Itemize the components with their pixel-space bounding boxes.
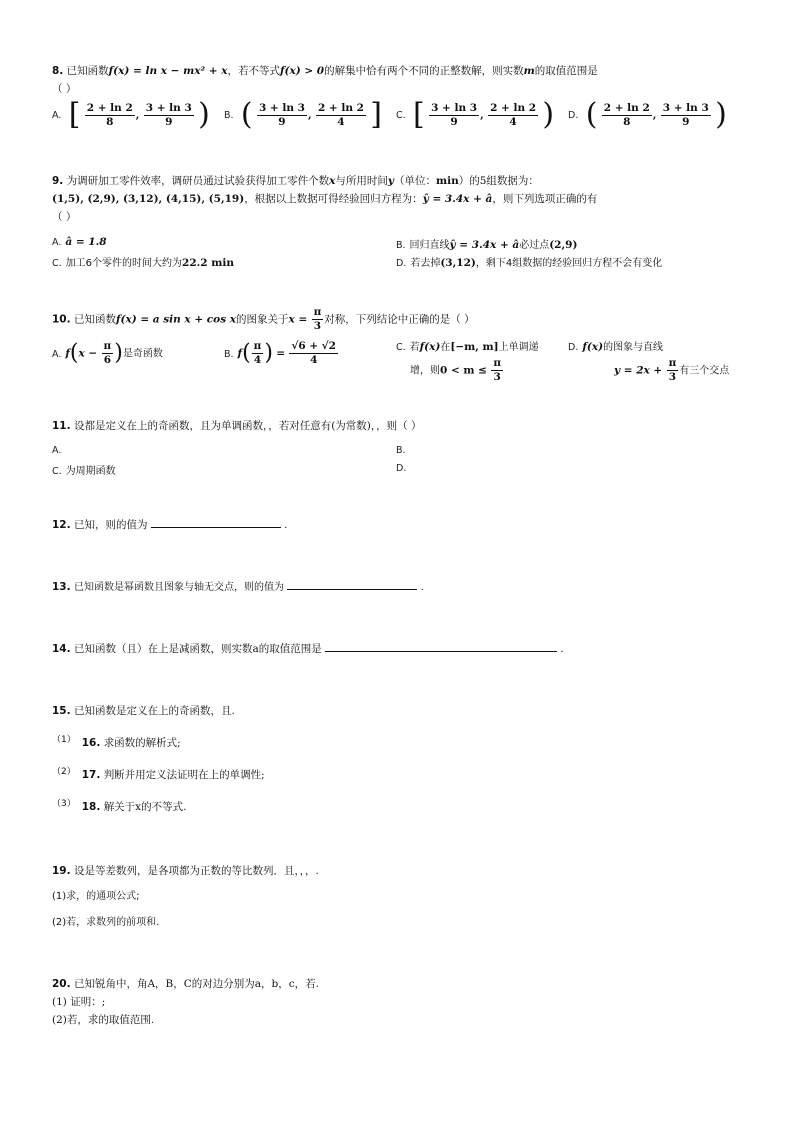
question-8 <box>52 62 754 98</box>
denominator: 8 <box>106 115 114 128</box>
subquestion-text: 解关于x的不等式. <box>103 801 187 813</box>
data-points: (1,5), (2,9), (3,12), (4,15), (5,19) <box>52 193 245 205</box>
option-text: 必过点 <box>519 240 550 251</box>
option-d: D. ( $\frac{2 + \ln 2}{8}$ , $\frac{3 + \ln 3}{9}$ ) <box>568 97 727 132</box>
question-text: 已知函数（且）在上是减函数，则实数a的取值范围是 <box>73 643 322 655</box>
question-text: （单位： <box>394 175 437 187</box>
option-text: 若 <box>409 342 420 353</box>
option-b <box>396 444 410 456</box>
bracket: [ <box>68 97 81 132</box>
question-text: 已知函数是定义在上的奇函数，且. <box>73 705 235 717</box>
math-variable: x <box>329 175 336 187</box>
math-point: (3,12) <box>440 257 476 269</box>
bracket: ( <box>240 97 253 132</box>
question-text: 为调研加工零件效率，调研员通过试验获得加工零件个数 <box>66 175 330 187</box>
question-text: 的图象关于 <box>236 313 289 326</box>
answer-paren: （ ） <box>52 211 77 223</box>
option-c <box>52 462 116 477</box>
bracket: ) <box>542 97 555 132</box>
math-equals: = <box>276 347 286 360</box>
subquestion-tag: （3） <box>52 799 76 809</box>
denominator: 3 <box>493 371 501 383</box>
math-variable: y <box>387 175 395 187</box>
numerator: 2 + ln 2 <box>490 101 537 114</box>
subquestion-number: 17. <box>81 769 101 781</box>
question-text: 与所用时间 <box>335 175 388 187</box>
denominator: 3 <box>313 320 322 332</box>
option-text: 的图象与直线 <box>603 342 664 353</box>
option-label: C. <box>52 466 62 477</box>
question-number: 20. <box>52 978 71 990</box>
option-label: A. <box>52 445 62 456</box>
question-text: 对称，下列结论中正确的是（ ） <box>324 313 475 326</box>
question-end: . <box>560 643 564 655</box>
option-c <box>396 338 539 384</box>
question-text: ，则下列选项正确的有 <box>492 193 598 205</box>
math-expression: f(x) <box>419 341 441 353</box>
math-inequality: 0 < m ≤ <box>440 364 487 377</box>
denominator: 3 <box>668 371 677 383</box>
numerator: 2 + ln 2 <box>603 101 650 114</box>
question-text: 已知函数 <box>73 313 116 326</box>
numerator: √6 + √2 <box>291 340 336 352</box>
math-interval: [−m, m] <box>450 341 499 353</box>
question-19 <box>52 862 754 932</box>
denominator: 6 <box>103 354 112 366</box>
subquestion-number: 16. <box>81 737 101 749</box>
option-text: 上单调递 <box>498 342 539 353</box>
part-2: (2)若，求的取值范围. <box>52 1014 155 1026</box>
denominator: 9 <box>450 115 458 128</box>
question-text: 设是等差数列，是各项都为正数的等比数列．且，，，. <box>73 865 319 877</box>
answer-blank[interactable] <box>287 579 417 590</box>
subquestion-2 <box>52 766 265 785</box>
option-text: 若去掉 <box>410 258 441 269</box>
numerator: π <box>493 357 502 369</box>
bracket: ] <box>370 97 383 132</box>
math-variable: m <box>523 65 535 77</box>
option-label: D. <box>396 258 407 269</box>
question-11 <box>52 417 754 435</box>
question-20 <box>52 975 754 1029</box>
bracket: ( <box>585 97 598 132</box>
question-text: 已知锐角中，角A，B，C的对边分别为a，b，c，若. <box>73 978 319 990</box>
denominator: 8 <box>623 115 631 128</box>
question-number: 8. <box>52 65 64 77</box>
math-expression: f(x) <box>582 341 604 353</box>
option-label: A. <box>52 237 62 248</box>
subquestion-text: 判断并用定义法证明在上的单调性; <box>103 769 265 781</box>
math-expression: f(x) = a sin x + cos x <box>115 313 237 326</box>
math-expression: ŷ = 3.4x + â <box>449 239 520 251</box>
part-1: (1)求，的通项公式; <box>52 891 140 902</box>
option-label: C. <box>396 342 406 353</box>
numerator: 2 + ln 2 <box>317 101 364 114</box>
option-b <box>396 236 577 251</box>
denominator: 9 <box>682 115 690 128</box>
math-function: f <box>65 347 70 360</box>
option-label: B. <box>224 110 234 121</box>
option-text: ，剩下4组数据的经验回归方程不会有变化 <box>475 258 663 269</box>
option-text: 为周期函数 <box>65 466 116 477</box>
numerator: π <box>253 340 262 352</box>
question-14 <box>52 640 754 658</box>
denominator: 4 <box>337 115 345 128</box>
question-text: ）的5组数据为： <box>458 175 539 187</box>
subquestion-tag: （1） <box>52 735 76 745</box>
question-number: 11. <box>52 420 71 432</box>
option-b: B. f( $\frac{\pi}{4}$ ) = $\frac{√6 + √2}{4}$ <box>224 340 336 366</box>
denominator: 4 <box>509 115 517 128</box>
subquestion-tag: （2） <box>52 767 76 777</box>
math-expression: f(x) = ln x − mx² + x <box>108 65 228 77</box>
option-a <box>52 444 65 456</box>
numerator: 3 + ln 3 <box>431 101 478 114</box>
question-number: 12. <box>52 519 71 531</box>
question-end: . <box>284 519 288 531</box>
math-expression: x − <box>78 347 98 360</box>
part-2: (2)若，求数列的前项和. <box>52 917 160 928</box>
option-label: B. <box>224 348 234 360</box>
option-label: B. <box>396 240 406 251</box>
question-number: 9. <box>52 175 64 187</box>
option-b: B. ( $\frac{3 + \ln 3}{9}$ , $\frac{2 + \ln 2}{4}$ ] <box>224 97 383 132</box>
option-text: 增，则 <box>410 365 440 377</box>
part-1: (1) 证明：; <box>52 996 106 1008</box>
math-function: f <box>237 347 243 360</box>
question-text: 的取值范围是 <box>534 65 598 77</box>
math-point: (2,9) <box>549 239 578 251</box>
numerator: 3 + ln 3 <box>145 101 192 114</box>
bracket: ) <box>715 97 727 132</box>
numerator: π <box>103 340 112 352</box>
numerator: 2 + ln 2 <box>86 101 133 114</box>
question-text: ，若不等式 <box>227 65 280 77</box>
question-text: 已知函数是幂函数且图象与轴无交点，则的值为 <box>73 582 284 593</box>
math-expression: â = 1.8 <box>65 236 107 248</box>
question-15 <box>52 702 754 720</box>
question-9 <box>52 172 754 226</box>
question-end: . <box>420 581 424 593</box>
option-text: 有三个交点 <box>679 365 730 377</box>
answer-paren: （ ） <box>52 83 77 95</box>
option-text: 在 <box>440 342 451 353</box>
question-13 <box>52 578 754 597</box>
option-label: A. <box>52 110 62 121</box>
option-a: A. f(x − $\frac{\pi}{6}$ )是奇函数 <box>52 340 163 366</box>
question-number: 13. <box>52 581 71 593</box>
option-label: C. <box>52 258 62 269</box>
unit: min <box>436 175 459 187</box>
option-c <box>52 254 234 269</box>
option-a: A. [ $\frac{2 + \ln 2}{8}$ , $\frac{3 + \ln 3}{9}$ ) <box>52 97 210 132</box>
option-label: B. <box>396 445 406 456</box>
option-label: D. <box>396 463 407 474</box>
denominator: 4 <box>310 354 318 366</box>
answer-blank[interactable] <box>151 517 281 528</box>
option-label: A. <box>52 348 62 360</box>
option-text: 加工6个零件的时间大约为 <box>65 258 183 269</box>
question-number: 19. <box>52 865 71 877</box>
option-d <box>396 254 662 269</box>
subquestion-1 <box>52 734 181 753</box>
bracket: [ <box>413 97 425 132</box>
regression-equation: ŷ = 3.4x + â <box>422 193 493 205</box>
option-c: C. [ $\frac{3 + \ln 3}{9}$ , $\frac{2 + \ln 2}{4}$ ) <box>396 97 555 132</box>
option-label: D. <box>568 110 579 121</box>
question-number: 14. <box>52 643 71 655</box>
denominator: 4 <box>253 354 262 366</box>
question-text: 已知，则的值为 <box>73 519 148 531</box>
option-text: 回归直线 <box>409 240 450 251</box>
answer-blank[interactable] <box>325 641 557 652</box>
math-expression: f(x) > 0 <box>279 65 325 77</box>
option-text: 是奇函数 <box>122 348 163 360</box>
bracket: ) <box>198 97 210 132</box>
numerator: 3 + ln 3 <box>662 101 709 114</box>
question-text: 设都是定义在上的奇函数，且为单调函数，，若对任意有(为常数)，，则（ ） <box>73 420 422 432</box>
option-a <box>52 236 107 248</box>
math-expression: y = 2x + <box>614 364 663 377</box>
option-label: C. <box>396 110 406 121</box>
question-12 <box>52 516 754 534</box>
numerator: π <box>313 306 322 318</box>
math-expression: 22.2 min <box>182 257 234 269</box>
option-d <box>568 338 729 384</box>
question-text: ，根据以上数据可得经验回归方程为： <box>244 193 423 205</box>
question-number: 15. <box>52 705 71 717</box>
math-expression: x = <box>288 313 308 326</box>
option-label: D. <box>568 342 579 353</box>
option-d <box>396 462 410 474</box>
question-text: 已知函数 <box>66 65 109 77</box>
numerator: 3 + ln 3 <box>258 101 305 114</box>
subquestion-number: 18. <box>81 801 101 813</box>
subquestion-3 <box>52 798 186 817</box>
question-10 <box>52 306 754 333</box>
numerator: π <box>668 357 677 369</box>
question-text: 的解集中恰有两个不同的正整数解，则实数 <box>324 65 524 77</box>
denominator: 9 <box>165 115 173 128</box>
question-number: 10. <box>52 313 71 326</box>
subquestion-text: 求函数的解析式; <box>103 737 181 749</box>
denominator: 9 <box>278 115 286 128</box>
